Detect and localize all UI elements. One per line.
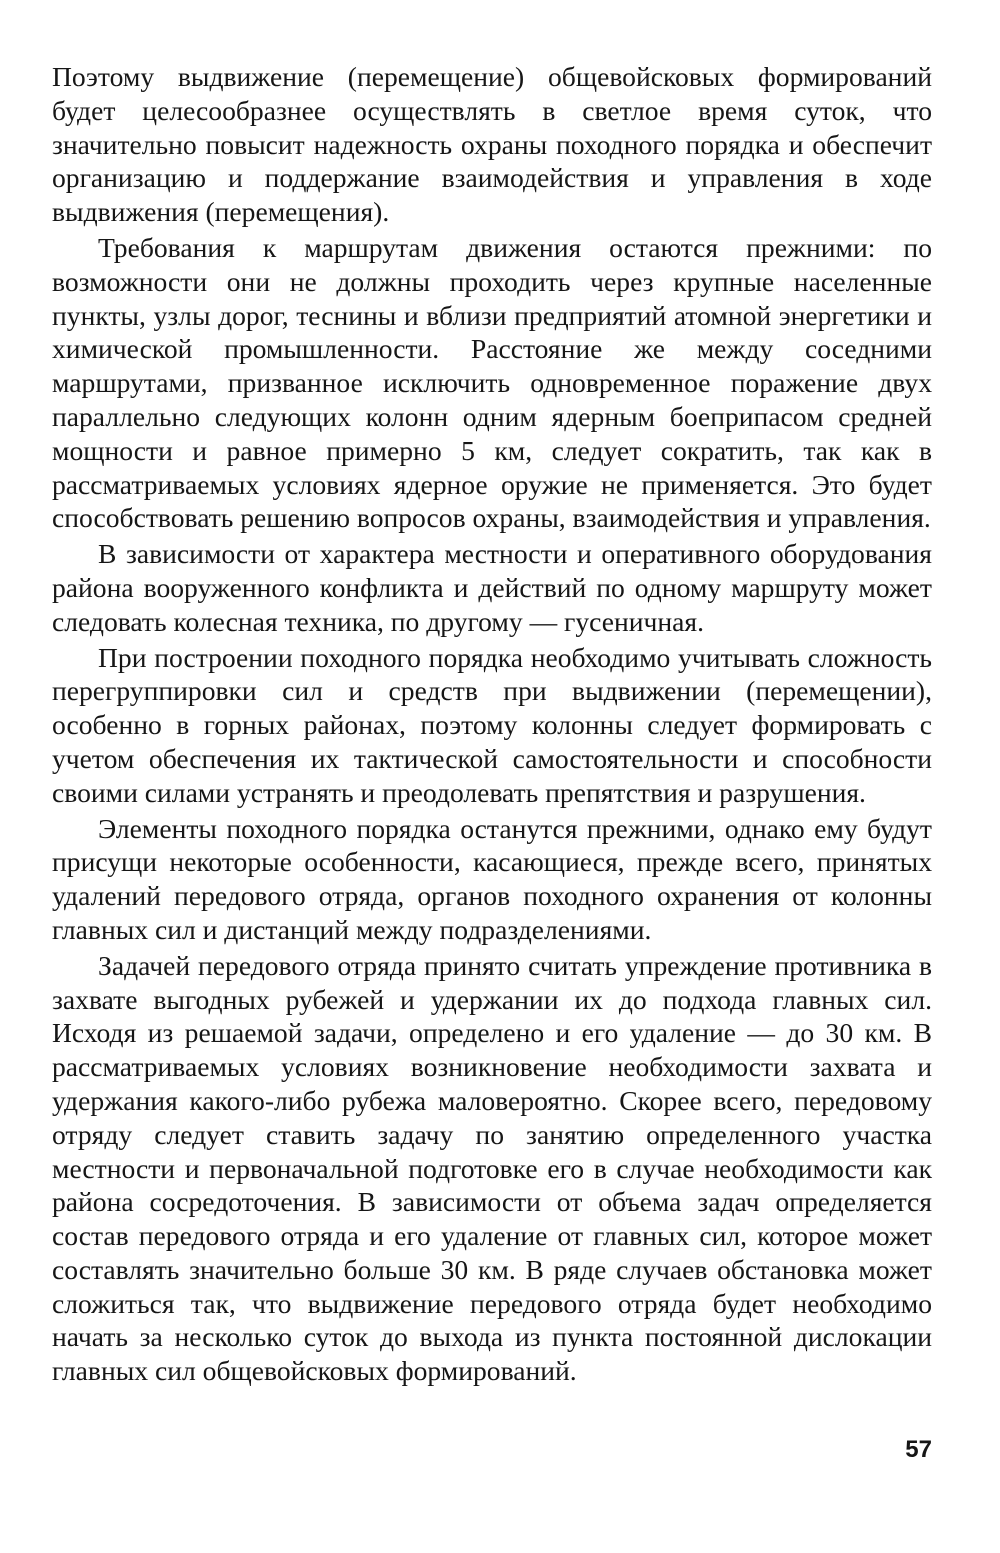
body-text — [52, 60, 932, 1390]
page-number: 57 — [905, 1436, 932, 1463]
paragraph-1: Поэтому выдвижение (перемещение) общевойсковых формирований будет целесообразнее осуществлять в светлое время суток, что значительно повысит надежность охраны походного порядка и обеспечит организацию и поддержание взаимодействия и управления в ходе выдвижения (перемещения). — [52, 61, 932, 228]
paragraph-5: Элементы походного порядка останутся прежними, однако ему будут присущи некоторые особенности, касающиеся, прежде всего, принятых удалений передового отряда, органов походного охранения от колонны главных сил и дистанций между подразделениями. — [52, 812, 932, 945]
paragraph-4: При построении походного порядка необходимо учитывать сложность перегруппировки сил и средств при выдвижении (перемещении), особенно в горных районах, поэтому колонны следует формировать с учетом обеспечения их тактической самостоятельности и способности своими силами устранять и преодолевать препятствия и разрушения. — [52, 641, 932, 808]
paragraph-3: В зависимости от характера местности и оперативного оборудования района вооруженного конфликта и действий по одному маршруту может следовать колесная техника, по другому — гусеничная. — [52, 538, 932, 637]
paragraph-6: Задачей передового отряда принято считать упреждение противника в захвате выгодных рубежей и удержании их до подхода главных сил. Исходя из решаемой задачи, определено и его удаление — до 30 км. В рассматриваемых условиях возникновение необходимости захвата и удержания какого-либо рубежа маловероятно. Скорее всего, передовому отряду следует ставить задачу по занятию определенного участка местности и первоначальной подготовке его в случае необходимости как района сосредоточения. В зависимости от объема задач определяется состав передового отряда и его удаление от главных сил, которое может составлять значительно больше 30 км. В ряде случаев обстановка может сложиться так, что выдвижение передового отряда будет необходимо начать за несколько суток до выхода из пункта постоянной дислокации главных сил общевойсковых формирований. — [52, 949, 932, 1387]
paragraph-2: Требования к маршрутам движения остаются прежними: по возможности они не должны проходить через крупные населенные пункты, узлы дорог, теснины и вблизи предприятий атомной энергетики и химической промышленности. Расстояние же между соседними маршрутами, призванное исключить одновременное поражение двух параллельно следующих колонн одним ядерным боеприпасом средней мощности и равное примерно 5 км, следует сократить, так как в рассматриваемых условиях ядерное оружие не применяется. Это будет способствовать решению вопросов охраны, взаимодействия и управления. — [52, 231, 932, 534]
